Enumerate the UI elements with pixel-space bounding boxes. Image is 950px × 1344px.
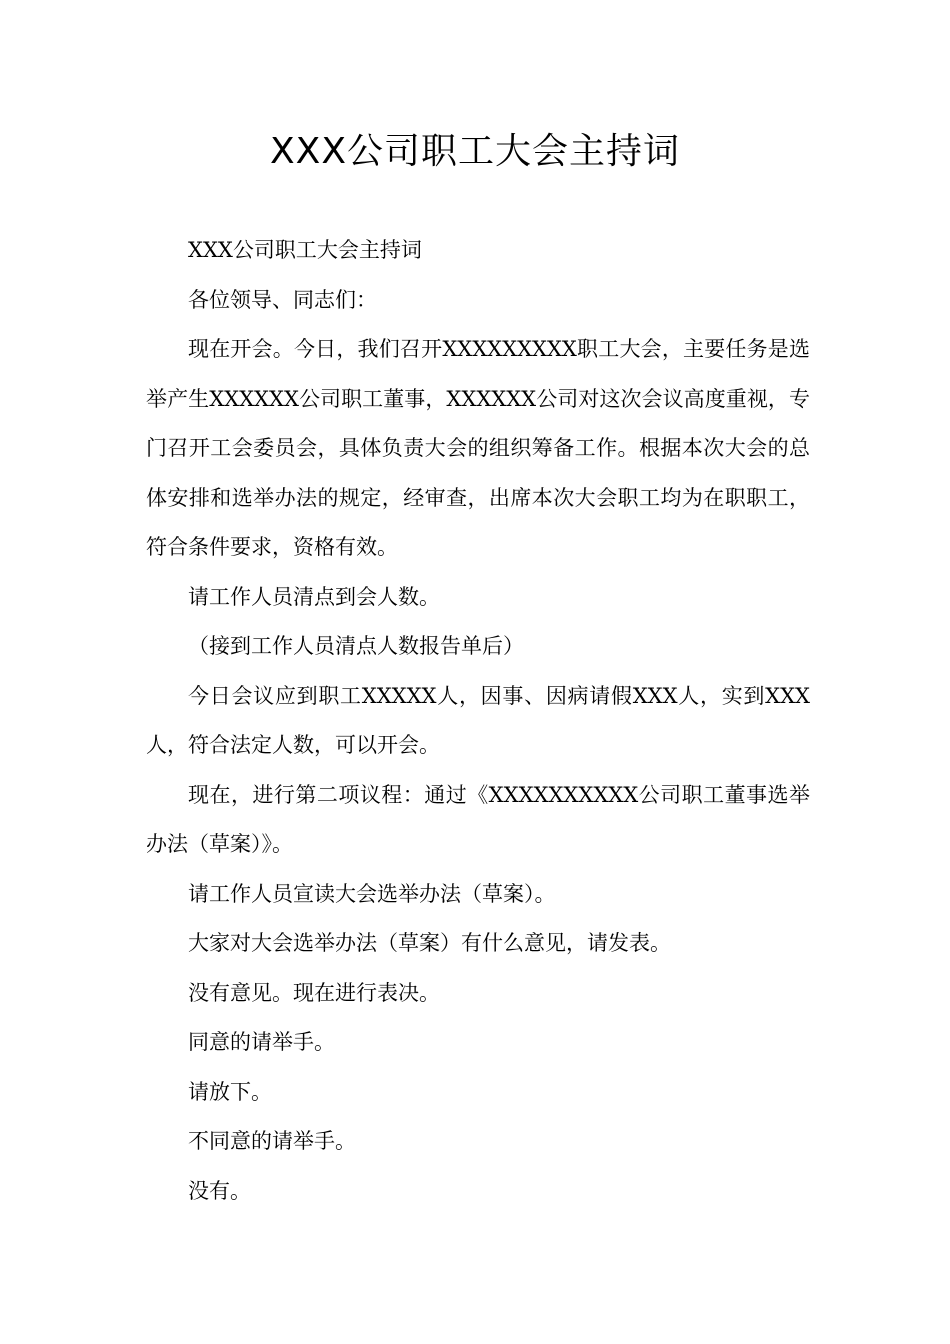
paragraph-count-request: 请工作人员清点到会人数。	[188, 584, 440, 609]
paragraph-none: 没有。	[188, 1178, 251, 1203]
paragraph-opening: 现在开会。今日，我们召开XXXXXXXXX职工大会，主要任务是选举产生XXXXXX公司职工董事，XXXXXX公司对这次会议高度重视，专门召开工会委员会，具体负责大会的组织筹备工作。根据本次大会的总体安排和选举办法的规定，经审查，出席本次大会职工均为在职职工，符合条件要求，资格有效。	[146, 337, 810, 559]
document-body	[146, 226, 810, 1216]
paragraph-agenda-two: 现在，进行第二项议程：通过《XXXXXXXXXX公司职工董事选举办法（草案）》。	[146, 782, 810, 856]
paragraph-attendance: 今日会议应到职工XXXXX人，因事、因病请假XXX人，实到XXX人，符合法定人数，可以开会。	[146, 683, 810, 757]
paragraph-put-down: 请放下。	[188, 1079, 272, 1104]
document-title: XXX公司职工大会主持词	[270, 131, 680, 172]
paragraph-agree: 同意的请举手。	[188, 1030, 335, 1054]
paragraph-greeting: 各位领导、同志们：	[188, 287, 377, 312]
paragraph-vote: 没有意见。现在进行表决。	[188, 980, 440, 1005]
paragraph-stage-note: （接到工作人员清点人数报告单后）	[188, 634, 524, 658]
paragraph-disagree: 不同意的请举手。	[188, 1129, 356, 1153]
paragraph-subtitle: XXX公司职工大会主持词	[188, 238, 422, 262]
paragraph-read-rules: 请工作人员宣读大会选举办法（草案）。	[188, 881, 556, 906]
paragraph-opinions: 大家对大会选举办法（草案）有什么意见，请发表。	[188, 931, 671, 955]
